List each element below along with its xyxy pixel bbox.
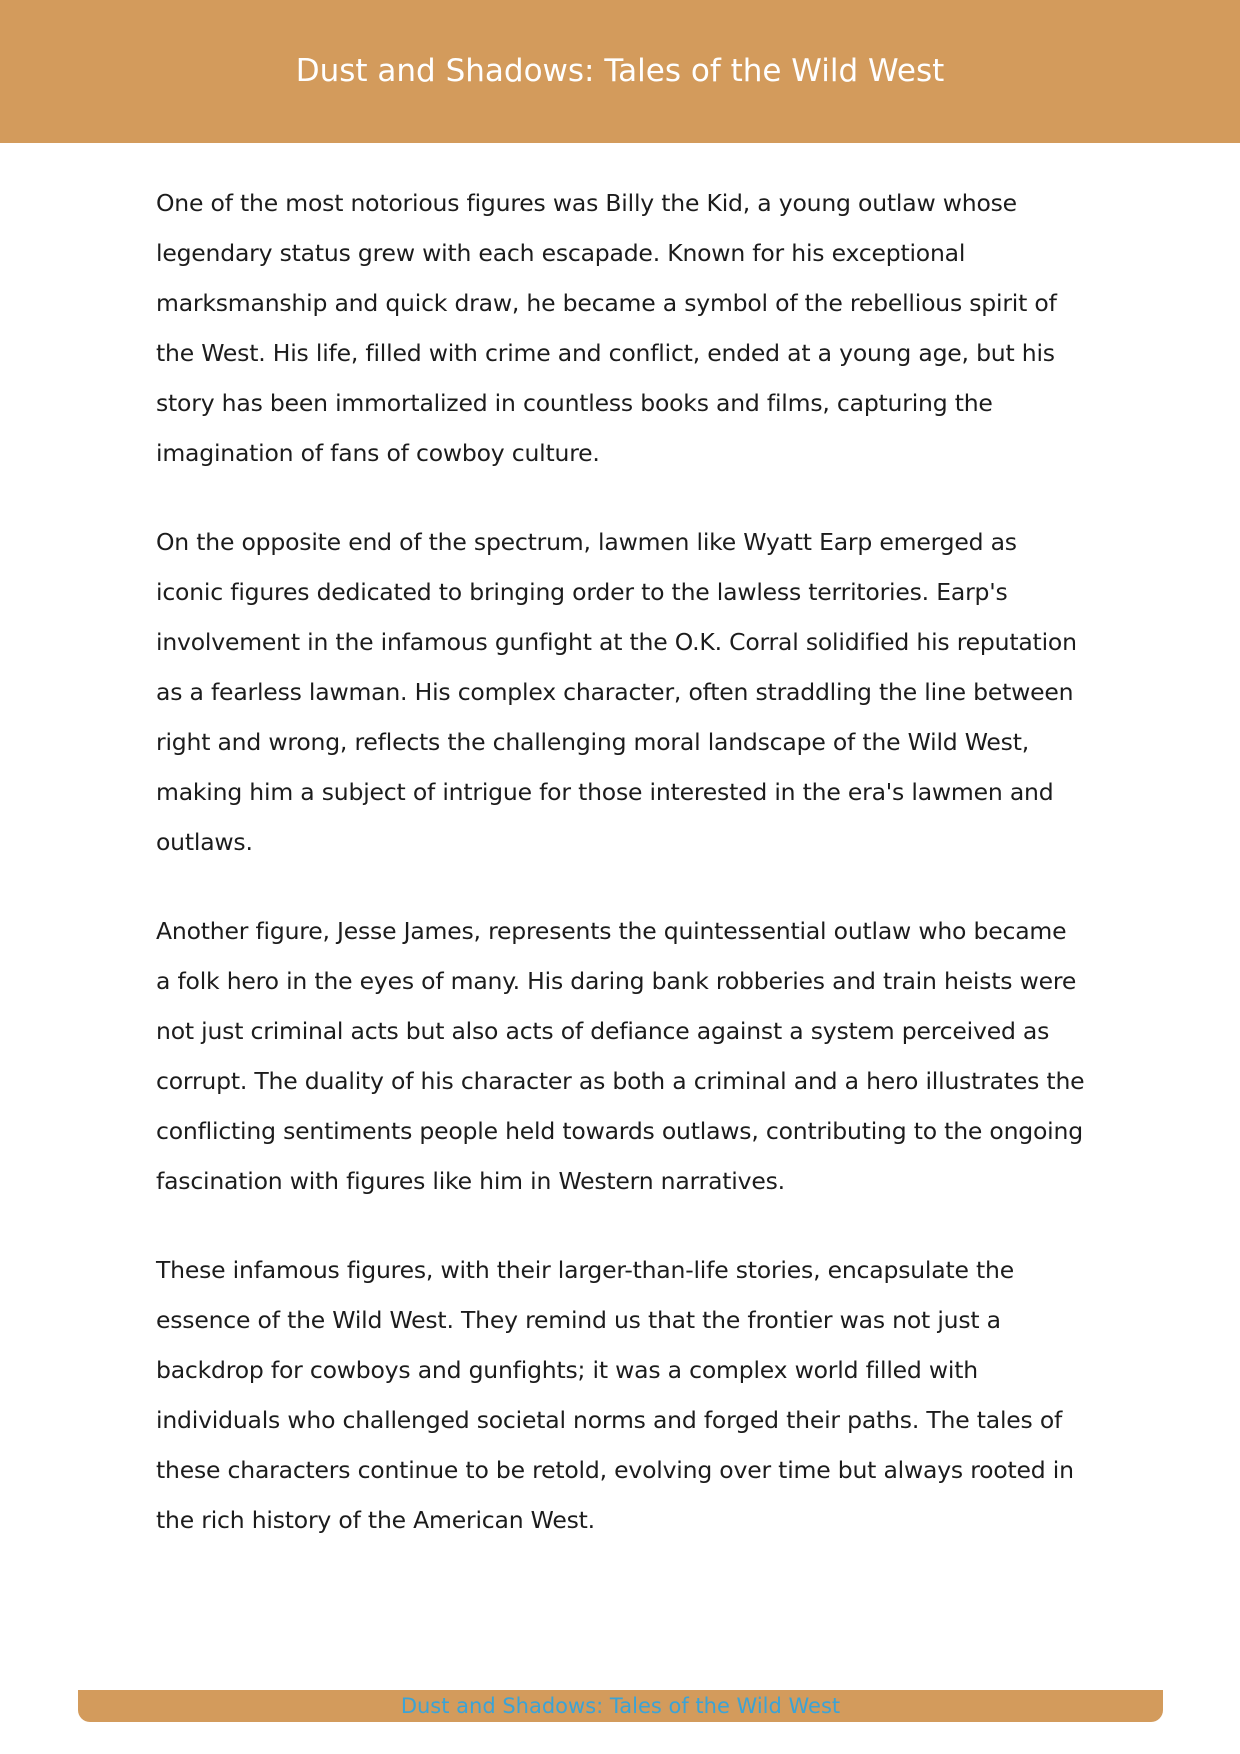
footer-title: Dust and Shadows: Tales of the Wild West [400, 1694, 841, 1718]
page-footer [78, 1690, 1163, 1722]
paragraph-conclusion: These infamous figures, with their larger-than-life stories, encapsulate the essence of the Wild West. They remind us that the frontier was not just a backdrop for cowboys and gunfights; it was a complex world filled with individuals who challenged societal norms and forged their paths. The tales of these characters continue to be retold, evolving over time but always rooted in the rich history of the American West. [156, 1256, 1074, 1534]
page-header [0, 0, 1240, 143]
document-body [156, 178, 1086, 1584]
paragraph-wyatt-earp: On the opposite end of the spectrum, lawmen like Wyatt Earp emerged as iconic figures dedicated to bringing order to the lawless territories. Earp's involvement in the infamous gunfight at the O.K. Corral solidified his reputation as a fearless lawman. His complex character, often straddling the line between right and wrong, reflects the challenging moral landscape of the Wild West, making him a subject of intrigue for those interested in the era's lawmen and outlaws. [156, 528, 1077, 856]
page-title: Dust and Shadows: Tales of the Wild West [295, 52, 945, 89]
paragraph-jesse-james: Another figure, Jesse James, represents the quintessential outlaw who became a folk hero in the eyes of many. His daring bank robberies and train heists were not just criminal acts but also acts of defiance against a system perceived as corrupt. The duality of his character as both a criminal and a hero illustrates the conflicting sentiments people held towards outlaws, contributing to the ongoing fascination with figures like him in Western narratives. [156, 917, 1085, 1195]
paragraph-billy-the-kid: One of the most notorious figures was Billy the Kid, a young outlaw whose legendary status grew with each escapade. Known for his exceptional marksmanship and quick draw, he became a symbol of the rebellious spirit of the West. His life, filled with crime and conflict, ended at a young age, but his story has been immortalized in countless books and films, capturing the imagination of fans of cowboy culture. [156, 189, 1057, 467]
